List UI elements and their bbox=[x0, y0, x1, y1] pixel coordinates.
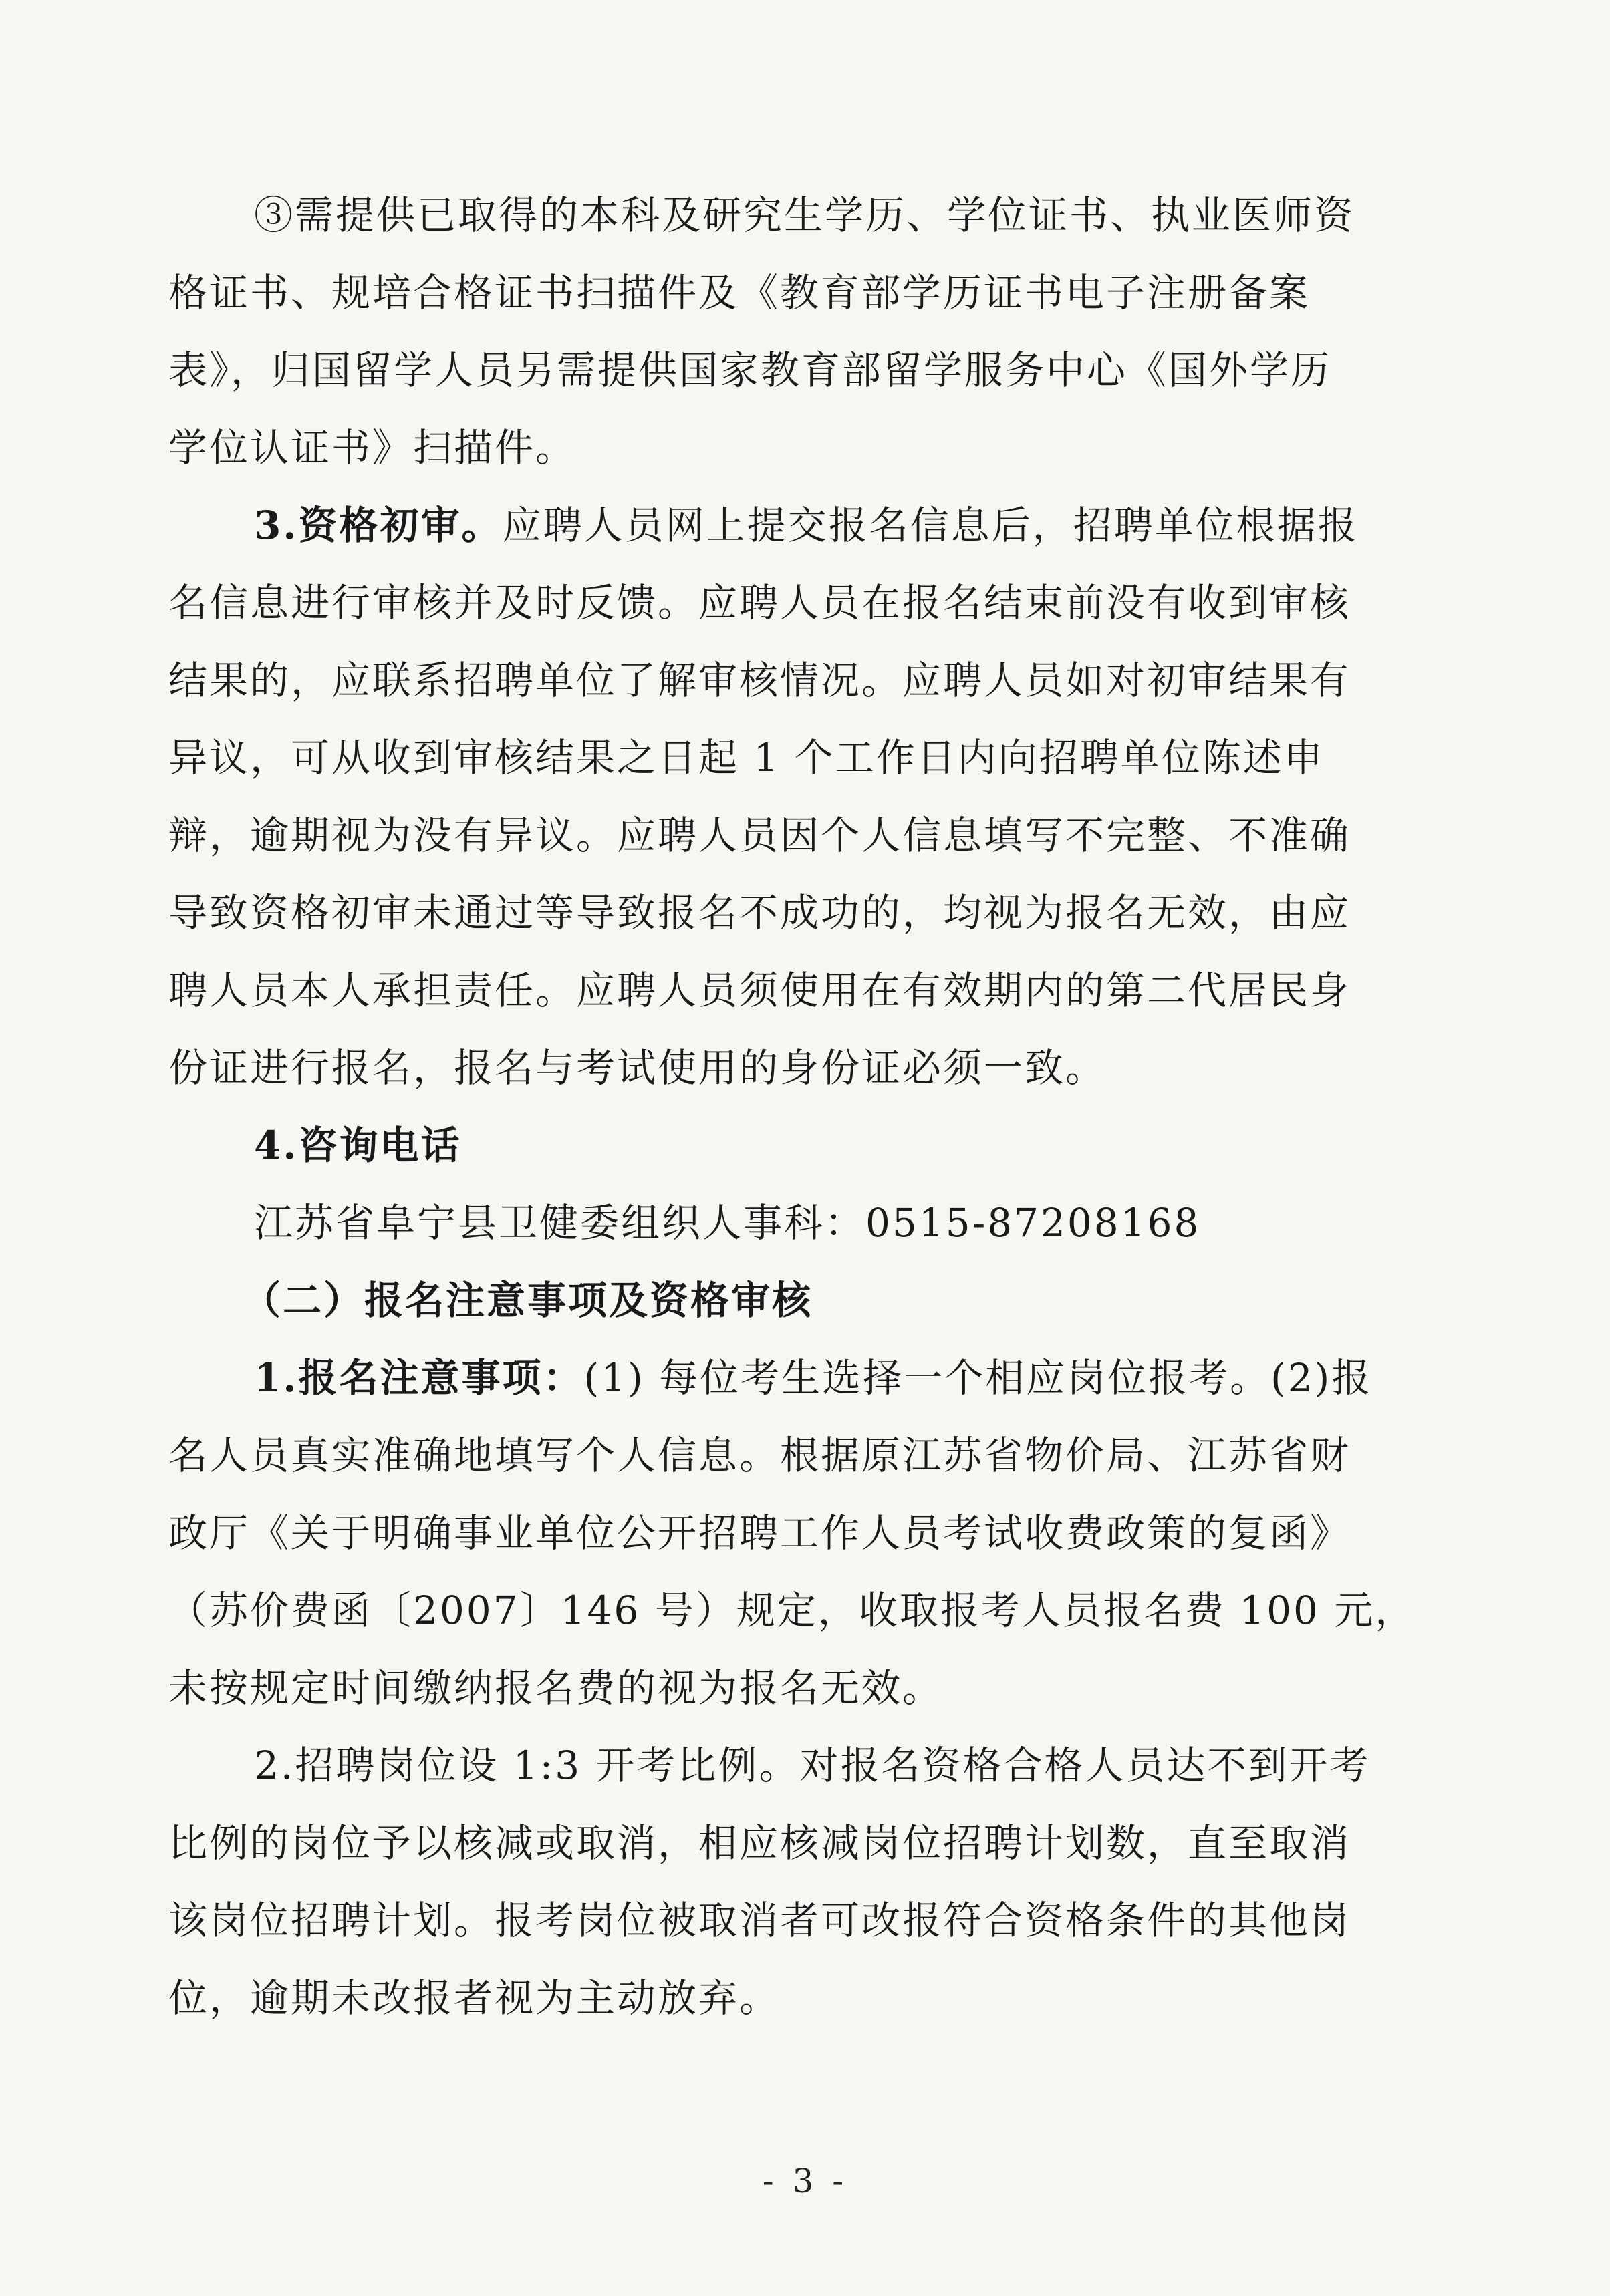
text-line: 未按规定时间缴纳报名费的视为报名无效。 bbox=[168, 1665, 944, 1711]
text-line: 份证进行报名，报名与考试使用的身份证必须一致。 bbox=[168, 1045, 1107, 1091]
text-line: 位，逾期未改报者视为主动放弃。 bbox=[168, 1975, 781, 2021]
text-line: 格证书、规培合格证书扫描件及《教育部学历证书电子注册备案 bbox=[168, 270, 1311, 315]
phone-line: 江苏省阜宁县卫健委组织人事科：0515-87208168 bbox=[254, 1200, 1201, 1246]
section-heading: 4.咨询电话 bbox=[254, 1123, 462, 1168]
text-line bbox=[168, 1339, 1445, 1417]
text-line: 异议，可从收到审核结果之日起 1 个工作日内向招聘单位陈述申 bbox=[168, 735, 1325, 780]
text-line: 学位认证书》扫描件。 bbox=[168, 425, 577, 470]
paragraph-consult-phone bbox=[168, 1107, 1445, 1262]
text-line: 名信息进行审核并及时反馈。应聘人员在报名结束前没有收到审核 bbox=[168, 580, 1351, 625]
text-line: 导致资格初审未通过等导致报名不成功的，均视为报名无效，由应 bbox=[168, 890, 1351, 936]
text-line: 结果的，应联系招聘单位了解审核情况。应聘人员如对初审结果有 bbox=[168, 658, 1351, 703]
text-line: 聘人员本人承担责任。应聘人员须使用在有效期内的第二代居民身 bbox=[168, 968, 1351, 1013]
paragraph-qualification-review bbox=[168, 486, 1445, 1107]
paragraph-registration-notes bbox=[168, 1339, 1445, 1727]
text-line: 2.招聘岗位设 1:3 开考比例。对报名资格合格人员达不到开考 bbox=[254, 1743, 1371, 1788]
section-heading: 3.资格初审。 bbox=[254, 503, 503, 548]
text-line: 表》，归国留学人员另需提供国家教育部留学服务中心《国外学历 bbox=[168, 347, 1332, 393]
paragraph-exam-ratio bbox=[168, 1727, 1445, 2037]
text-line bbox=[168, 486, 1445, 564]
document-body bbox=[168, 176, 1445, 2037]
text-line: 比例的岗位予以核减或取消，相应核减岗位招聘计划数，直至取消 bbox=[168, 1820, 1351, 1866]
paragraph-item-3 bbox=[168, 176, 1445, 486]
text-fragment: 应聘人员网上提交报名信息后，招聘单位根据报 bbox=[502, 503, 1359, 548]
text-line: ③需提供已取得的本科及研究生学历、学位证书、执业医师资 bbox=[254, 192, 1355, 238]
page-number: - 3 - bbox=[762, 2162, 848, 2200]
text-line: 名人员真实准确地填写个人信息。根据原江苏省物价局、江苏省财 bbox=[168, 1433, 1351, 1478]
section-title: （二）报名注意事项及资格审核 bbox=[242, 1278, 813, 1323]
text-line: 政厅《关于明确事业单位公开招聘工作人员考试收费政策的复函》 bbox=[168, 1510, 1351, 1556]
text-line: （苏价费函〔2007〕146 号）规定，收取报考人员报名费 100 元， bbox=[168, 1588, 1416, 1633]
section-heading: 1.报名注意事项： bbox=[254, 1355, 584, 1401]
text-line: 辩，逾期视为没有异议。应聘人员因个人信息填写不完整、不准确 bbox=[168, 813, 1351, 858]
text-line: 该岗位招聘计划。报考岗位被取消者可改报符合资格条件的其他岗 bbox=[168, 1898, 1351, 1943]
text-fragment: (1) 每位考生选择一个相应岗位报考。(2)报 bbox=[583, 1355, 1373, 1401]
section-2 bbox=[168, 1262, 1445, 1339]
